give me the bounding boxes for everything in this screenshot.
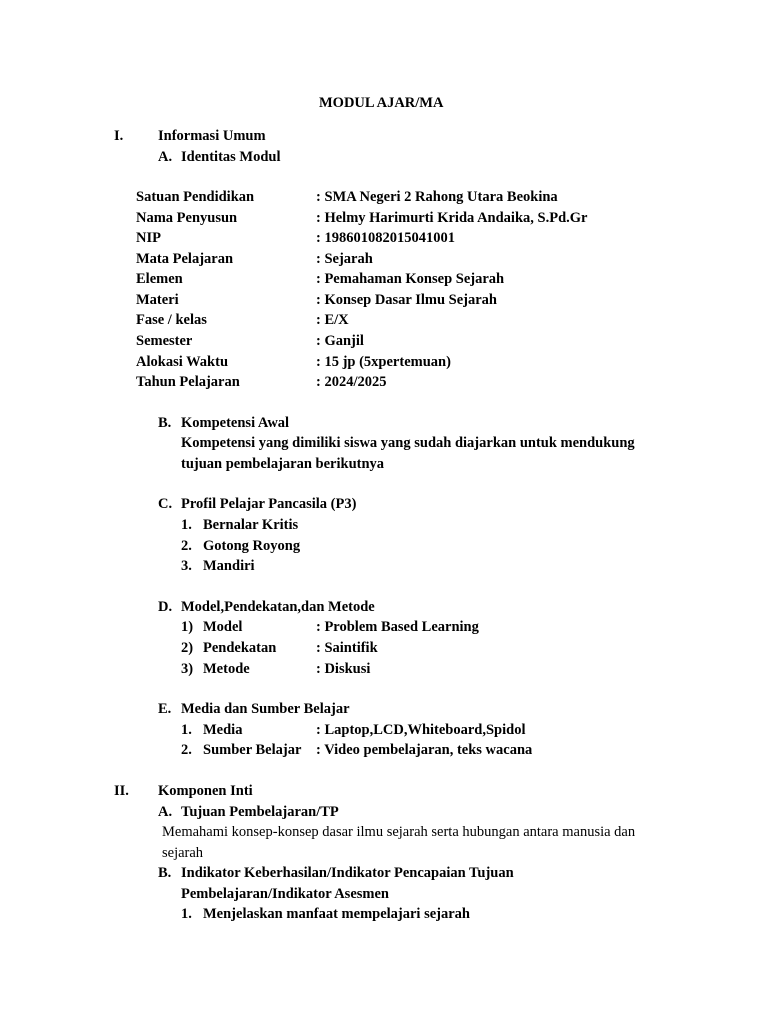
section-1-heading: Informasi Umum — [158, 128, 266, 144]
list-item-number: 1) — [181, 619, 194, 635]
media-sumber-heading: Media dan Sumber Belajar — [181, 701, 350, 717]
list-item-label: Model — [203, 619, 243, 635]
identity-label: Tahun Pelajaran — [136, 374, 240, 390]
list-item-value: : Laptop,LCD,Whiteboard,Spidol — [316, 722, 526, 738]
identity-value: : 15 jp (5xpertemuan) — [316, 354, 451, 370]
list-item: Bernalar Kritis — [203, 517, 299, 533]
identity-label: Elemen — [136, 271, 183, 287]
identity-value: : Konsep Dasar Ilmu Sejarah — [316, 292, 497, 308]
identity-value: : Pemahaman Konsep Sejarah — [316, 271, 505, 287]
identity-label: Satuan Pendidikan — [136, 189, 255, 205]
list-item-number: 1. — [181, 722, 192, 738]
model-pendekatan-heading: Model,Pendekatan,dan Metode — [181, 599, 375, 615]
list-item-number: 1. — [181, 906, 192, 922]
sub-e-letter: E. — [158, 701, 172, 717]
identity-value: : Sejarah — [316, 251, 373, 267]
indikator-heading: Pembelajaran/Indikator Asesmen — [181, 886, 389, 902]
list-item-value: : Video pembelajaran, teks wacana — [316, 742, 533, 758]
list-item-number: 3) — [181, 661, 194, 677]
identity-value: : Helmy Harimurti Krida Andaika, S.Pd.Gr — [316, 210, 588, 226]
kompetensi-awal-text: tujuan pembelajaran berikutnya — [181, 456, 385, 472]
list-item: Mandiri — [203, 558, 255, 574]
identity-value: : 2024/2025 — [316, 374, 387, 390]
sub-a-letter: A. — [158, 804, 173, 820]
tujuan-pembelajaran-text: sejarah — [162, 845, 204, 861]
sub-b-letter: B. — [158, 865, 172, 881]
identity-label: Semester — [136, 333, 193, 349]
list-item-label: Sumber Belajar — [203, 742, 302, 758]
identity-label: Materi — [136, 292, 179, 308]
kompetensi-awal-text: Kompetensi yang dimiliki siswa yang sudah diajarkan untuk mendukung — [181, 435, 635, 451]
sub-d-letter: D. — [158, 599, 173, 615]
identity-label: Fase / kelas — [136, 312, 207, 328]
section-2-heading: Komponen Inti — [158, 783, 253, 799]
identity-label: NIP — [136, 230, 161, 246]
kompetensi-awal-heading: Kompetensi Awal — [181, 415, 290, 431]
list-item: Menjelaskan manfaat mempelajari sejarah — [203, 906, 470, 922]
sub-c-letter: C. — [158, 496, 173, 512]
list-item-label: Pendekatan — [203, 640, 277, 656]
identity-label: Alokasi Waktu — [136, 354, 229, 370]
list-item-value: : Diskusi — [316, 661, 371, 677]
list-item-value: : Problem Based Learning — [316, 619, 479, 635]
identity-value: : SMA Negeri 2 Rahong Utara Beokina — [316, 189, 558, 205]
list-item-label: Metode — [203, 661, 250, 677]
tujuan-pembelajaran-heading: Tujuan Pembelajaran/TP — [181, 804, 339, 820]
list-item-number: 2) — [181, 640, 194, 656]
list-item-value: : Saintifik — [316, 640, 378, 656]
section-2-numeral: II. — [114, 783, 129, 799]
list-item: Gotong Royong — [203, 538, 301, 554]
list-item-number: 2. — [181, 538, 192, 554]
sub-a-letter: A. — [158, 149, 173, 165]
identitas-modul-heading: Identitas Modul — [181, 149, 281, 165]
identity-value: : Ganjil — [316, 333, 364, 349]
tujuan-pembelajaran-text: Memahami konsep-konsep dasar ilmu sejarah serta hubungan antara manusia dan — [162, 824, 636, 840]
list-item-number: 2. — [181, 742, 192, 758]
identity-label: Mata Pelajaran — [136, 251, 234, 267]
identity-value: : E/X — [316, 312, 349, 328]
list-item-label: Media — [203, 722, 243, 738]
identity-label: Nama Penyusun — [136, 210, 238, 226]
list-item-number: 3. — [181, 558, 192, 574]
section-1-numeral: I. — [114, 128, 124, 144]
indikator-heading: Indikator Keberhasilan/Indikator Pencapaian Tujuan — [181, 865, 514, 881]
sub-b-letter: B. — [158, 415, 172, 431]
profil-pelajar-heading: Profil Pelajar Pancasila (P3) — [181, 496, 357, 512]
document-title: MODUL AJAR/MA — [319, 95, 444, 111]
identity-value: : 198601082015041001 — [316, 230, 455, 246]
list-item-number: 1. — [181, 517, 192, 533]
